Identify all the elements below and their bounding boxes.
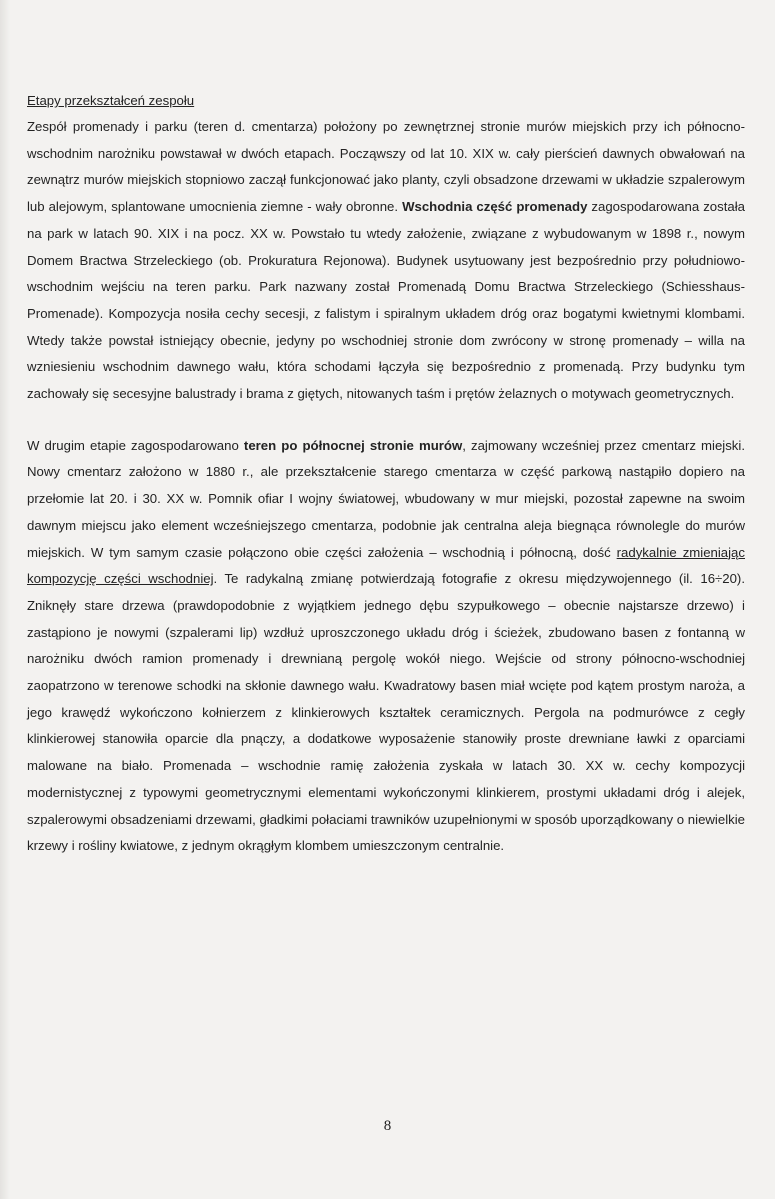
paragraph-2 xyxy=(27,433,745,860)
paragraph-1 xyxy=(27,114,745,408)
section-title: Etapy przekształceń zespołu xyxy=(27,93,195,108)
paragraph-text: Zespół promenady i parku (teren d. cmentarza) położony po zewnętrznej stronie murów miejskich przy ich północno-wschodnim narożniku powstawał w dwóch etapach. Począwszy od lat 10. XIX w. cały pierścień dawnych obwałowań na zewnątrz murów miejskich stopniowo zaczął funkcjonować jako planty, czyli obsadzone drzewami w układzie szpalerowym lub alejowym, splantowane umocnienia ziemne - wały obronne. xyxy=(27,119,745,215)
paragraph-text: zagospodarowana została na park w latach 90. XIX i na pocz. XX w. Powstało tu wtedy założenie, związane z wybudowanym w 1898 r., nowym Domem Bractwa Strzeleckiego (ob. Prokuratura Rejonowa). Budynek usytuowany jest bezpośrednio przy południowo-wschodnim wejściu na teren parku. Park nazwany został Promenadą Domu Bractwa Strzeleckiego (Schiesshaus-Promenade). Kompozycja nosiła cechy secesji, z falistym i spiralnym układem dróg oraz bogatymi kwietnymi klombami. Wtedy także powstał istniejący obecnie, jedyny po wschodniej stronie dom zwrócony w stronę promenady – willa na wzniesieniu wschodnim dawnego wału, która schodami łączyła się bezpośrednio z promenadą. Przy budynku tym zachowały się secesyjne balustrady i brama z giętych, nitowanych taśm i prętów żelaznych o motywach geometrycznych. xyxy=(27,199,745,402)
bold-phrase-north-area: teren po północnej stronie murów xyxy=(243,437,463,453)
document-body xyxy=(27,92,745,860)
underlined-phrase: radykalnie zmieniając kompozycję części wschodniej xyxy=(27,544,745,587)
page-edge-shadow xyxy=(0,0,10,1199)
paragraph-text: . Te radykalną zmianę potwierdzają fotografie z okresu międzywojennego (il. 16÷20). Zniknęły stare drzewa (prawdopodobnie z wyjątkiem jednego dębu szypułkowego – obecnie najstarsze drzewo) i zastąpiono je nowymi (szpalerami lip) wzdłuż uproszczonego układu dróg i ścieżek, zbudowano basen z fontanną w narożniku dwóch ramion promenady i drewnianą pergolę wokół niego. Wejście od strony północno-wschodniej zaopatrzono w terenowe schodki na skłonie dawnego wału. Kwadratowy basen miał wcięte pod kątem prostym naroża, a jego krawędź wykończono kołnierzem z klinkierowych kształtek ceramicznych. Pergola na podmurówce z cegły klinkierowej stanowiła oparcie dla pnączy, a dodatkowe wyposażenie stanowiły proste drewniane ławki z oparciami malowane na biało. Promenada – wschodnie ramię założenia zyskała w latach 30. XX w. cechy kompozycji modernistycznej z typowymi geometrycznymi elementami wykończonymi klinkierem, prostymi układami dróg i alejek, szpalerowymi obsadzeniami drzewami, gładkimi połaciami trawników uzupełnionymi w sposób uporządkowany o niewielkie krzewy i rośliny kwiatowe, z jednym okrągłym klombem umieszczonym centralnie. xyxy=(27,571,745,854)
paragraph-text: W drugim etapie zagospodarowano xyxy=(27,437,244,453)
paragraph-text: , zajmowany wcześniej przez cmentarz miejski. Nowy cmentarz założono w 1880 r., ale przekształcenie starego cmentarza w część parkową nastąpiło dopiero na przełomie lat 20. i 30. XX w. Pomnik ofiar I wojny światowej, wbudowany w mur miejski, pozostał zapewne na swoim dawnym miejscu jako element wcześniejszego cmentarza, podobnie jak centralna aleja biegnąca równolegle do murów miejskich. W tym samym czasie połączono obie części założenia – wschodnią i północną, dość xyxy=(27,437,745,560)
bold-phrase-east-promenade: Wschodnia część promenady xyxy=(402,199,588,215)
page-number: 8 xyxy=(383,1118,392,1134)
